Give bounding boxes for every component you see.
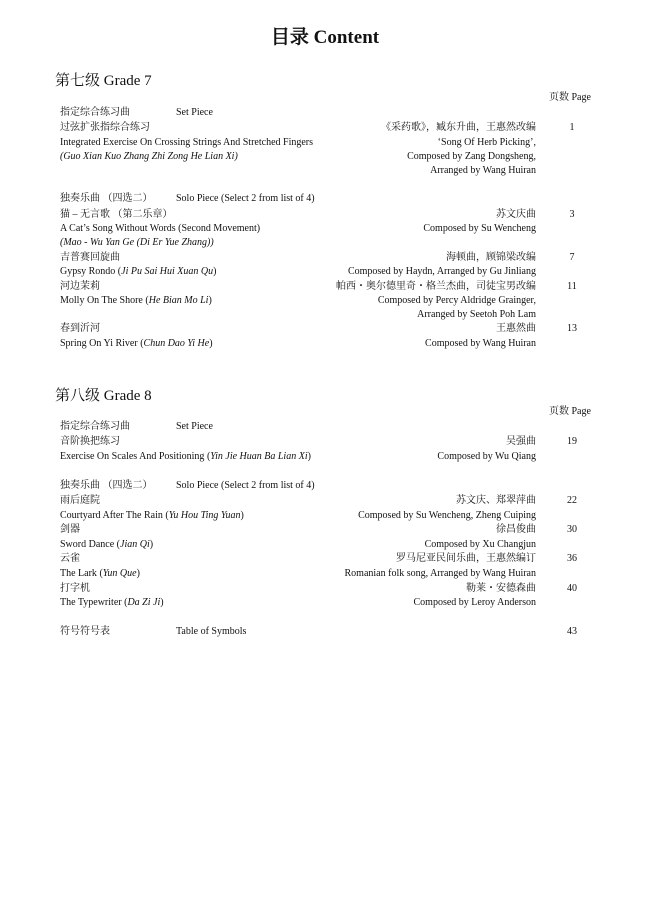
entry-page-number: 1 <box>569 122 575 133</box>
entry-composer-en: Composed by Leroy Anderson <box>413 597 536 608</box>
category-label-zh: 指定综合练习曲 <box>60 107 130 118</box>
entry-title-en: A Cat’s Song Without Words (Second Movement) <box>60 223 261 234</box>
entry-composer-zh: 海顿曲，顾锦梁改编 <box>446 252 536 263</box>
entry-page-number: 36 <box>567 553 577 564</box>
entry-title-en-line: Exercise On Scales And Positioning (Yin Jie Huan Ba Lian Xi) <box>60 451 311 462</box>
entry-composer-en: Composed by Haydn, Arranged by Gu Jinliang <box>347 266 536 277</box>
entry-composer-en: Arranged by Seetoh Poh Lam <box>417 309 536 320</box>
entry-composer-zh: 王惠然曲 <box>496 323 536 334</box>
entry-composer-zh: 吴强曲 <box>506 436 536 447</box>
entry-title-zh: 吉普赛回旋曲 <box>60 252 120 263</box>
entry-title-en-line: Gypsy Rondo (Ji Pu Sai Hui Xuan Qu) <box>60 266 217 277</box>
page-column-header: 页数 Page <box>549 406 591 417</box>
entry-page-number: 22 <box>567 495 577 506</box>
entry-title-zh: 过弦扩张指综合练习 <box>60 122 150 133</box>
entry-composer-zh: 罗马尼亚民间乐曲，王惠然编订 <box>396 553 536 564</box>
entry-title-zh: 猫 – 无言歌 （第二乐章） <box>60 209 173 220</box>
entry-composer-en: ‘Song Of Herb Picking’, <box>437 137 536 148</box>
entry-composer-en: Composed by Zang Dongsheng, <box>407 151 536 162</box>
entry-title-en-line: Courtyard After The Rain (Yu Hou Ting Yuan) <box>60 510 244 521</box>
entry-composer-en: Composed by Xu Changjun <box>424 539 536 550</box>
entry-pinyin: (Guo Xian Kuo Zhang Zhi Zong He Lian Xi) <box>60 151 238 162</box>
category-label-en: Solo Piece (Select 2 from list of 4) <box>176 480 315 491</box>
entry-title-zh: 春到沂河 <box>60 323 100 334</box>
entry-page-number: 30 <box>567 524 577 535</box>
entry-title-zh: 剑器 <box>60 524 80 535</box>
entry-page-number: 13 <box>567 323 577 334</box>
entry-title-en-line: Molly On The Shore (He Bian Mo Li) <box>60 295 212 306</box>
grade8-heading: 第八级 Grade 8 <box>55 388 152 404</box>
entry-composer-en: Composed by Su Wencheng, Zheng Cuiping <box>358 510 536 521</box>
entry-page-number: 19 <box>567 436 577 447</box>
entry-composer-en: Romanian folk song, Arranged by Wang Huiran <box>344 568 536 579</box>
entry-page-number: 40 <box>567 583 577 594</box>
entry-composer-zh: 《采药歌》，臧东升曲，王惠然改编 <box>381 122 536 133</box>
page-column-header: 页数 Page <box>549 92 591 103</box>
entry-title-en-line: The Typewriter (Da Zi Ji) <box>60 597 164 608</box>
symbols-label-en: Table of Symbols <box>176 626 247 637</box>
entry-composer-en: Composed by Su Wencheng <box>423 223 536 234</box>
category-label-zh: 独奏乐曲 （四选二） <box>60 193 153 204</box>
entry-page-number: 3 <box>569 209 575 220</box>
grade7-heading: 第七级 Grade 7 <box>55 73 152 89</box>
category-label-en: Set Piece <box>176 421 213 432</box>
entry-page-number: 11 <box>567 281 577 292</box>
entry-composer-zh: 徐昌俊曲 <box>496 524 536 535</box>
page-title: 目录 Content <box>270 27 380 48</box>
entry-title-zh: 云雀 <box>60 553 80 564</box>
entry-pinyin: (Mao - Wu Yan Ge (Di Er Yue Zhang)) <box>60 237 214 248</box>
entry-page-number: 7 <box>569 252 575 263</box>
entry-title-zh: 雨后庭院 <box>60 495 100 506</box>
entry-composer-en: Arranged by Wang Huiran <box>430 165 536 176</box>
entry-composer-en: Composed by Wu Qiang <box>437 451 536 462</box>
entry-title-en-line: Spring On Yi River (Chun Dao Yi He) <box>60 338 213 349</box>
symbols-label-zh: 符号符号表 <box>60 626 110 637</box>
entry-title-zh: 河边茉莉 <box>60 281 100 292</box>
category-label-zh: 指定综合练习曲 <box>60 421 130 432</box>
entry-page-number: 43 <box>567 626 577 637</box>
category-label-en: Set Piece <box>176 107 213 118</box>
entry-title-zh: 音阶换把练习 <box>60 436 120 447</box>
entry-composer-zh: 苏文庆曲 <box>496 209 536 220</box>
entry-title-en-line: The Lark (Yun Que) <box>60 568 140 579</box>
entry-composer-zh: 苏文庆、郑翠萍曲 <box>456 495 536 506</box>
category-label-zh: 独奏乐曲 （四选二） <box>60 480 153 491</box>
entry-composer-en: Composed by Wang Huiran <box>425 338 536 349</box>
entry-composer-zh: 勒莱・安德森曲 <box>466 583 536 594</box>
entry-title-en: Integrated Exercise On Crossing Strings And Stretched Fingers <box>60 137 314 148</box>
entry-title-en-line: Sword Dance (Jian Qi) <box>60 539 154 550</box>
entry-composer-zh: 帕西・奥尔德里奇・格兰杰曲，司徒宝男改编 <box>336 281 536 292</box>
entry-title-zh: 打字机 <box>60 583 90 594</box>
category-label-en: Solo Piece (Select 2 from list of 4) <box>176 193 315 204</box>
entry-composer-en: Composed by Percy Aldridge Grainger, <box>377 295 536 306</box>
